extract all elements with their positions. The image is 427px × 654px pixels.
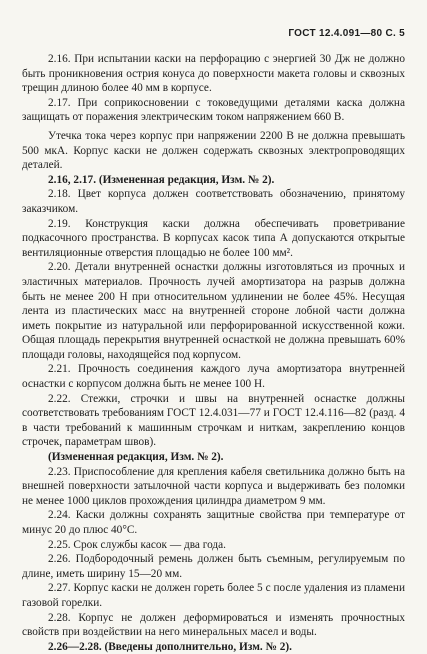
amendment-note-2-22: (Измененная редакция, Изм. № 2). [48,451,224,464]
clause-2-17: 2.17. При соприкосновении с токоведущими деталями каска должна защищать от поражения электрическим током напряжением 660 В. [22,96,405,124]
clause-2-18: 2.18. Цвет корпуса должен соответствовать обозначению, принятому заказчиком. [22,188,405,215]
clause-2-16: 2.16. При испытании каски на перфорацию с энергией 30 Дж не должно быть проникновения острия конуса до поверхности макета головы и сквозных трещин длиною более 40 мм в корпусе. [22,53,405,95]
clause-2-20: 2.20. Детали внутренней оснастки должны изготовляться из прочных и эластичных материалов. Прочность лучей амортизатора на разрыв должна быть не менее 200 Н при относительном удлинении не более 45%. Несущая лента из пластических масс на внутренней стороне лобной части должна иметь покрытие из натуральной или перфорированной искусственной кожи. Общая площадь перекрытия внутренней оснасткой не должна превышать 60% площади головы, находящейся под корпусом. [22,261,405,361]
clause-2-23: 2.23. Приспособление для крепления кабеля светильника должно быть на внешней поверхности затылочной части корпуса и выдерживать без поломки не менее 1000 циклов прохождения цилиндра диаметром 9 мм. [22,465,405,507]
clause-2-27: 2.27. Корпус каски не должен гореть более 5 с после удаления из пламени газовой горелки. [22,582,405,609]
page-header: ГОСТ 12.4.091—80 С. 5 [288,28,405,39]
clause-2-28: 2.28. Корпус не должен деформироваться и изменять прочностных свойств при воздействии на него минеральных масел и воды. [22,611,405,639]
amendment-note-2-26-2-28: 2.26—2.28. (Введены дополнительно, Изм. № 2). [48,640,292,653]
clause-2-25: 2.25. Срок службы касок — два года. [48,538,226,551]
clause-2-21: 2.21. Прочность соединения каждого луча амортизатора внутренней оснастки с корпусом должна быть не менее 100 Н. [22,363,405,391]
clause-2-26: 2.26. Подбородочный ремень должен быть съемным, регулируемым по длине, иметь ширину 15—20 мм. [22,553,405,580]
document-body [22,52,405,654]
clause-2-17-leakage: Утечка тока через корпус при напряжении 2200 В не должна превышать 500 мкА. Корпус каски не должен содержать сквозных электропроводящих деталей. [22,129,405,172]
clause-2-19: 2.19. Конструкция каски должна обеспечивать проветривание подкасочного пространства. В корпусах касок типа А допускаются открытые вентиляционные отверстия площадью не более 100 мм². [22,217,405,259]
clause-2-24: 2.24. Каски должны сохранять защитные свойства при температуре от минус 20 до плюс 40°С. [22,509,405,536]
amendment-note-2-16-2-17: 2.16, 2.17. (Измененная редакция, Изм. № 2). [48,173,275,186]
clause-2-22: 2.22. Стежки, строчки и швы на внутренней оснастке должны соответствовать требованиям ГОСТ 12.4.031—77 и ГОСТ 12.4.116—82 (разд. 4 в части требований к машинным строчкам и ниткам, закреплению концов строчек, параметрам швов). [22,392,405,449]
